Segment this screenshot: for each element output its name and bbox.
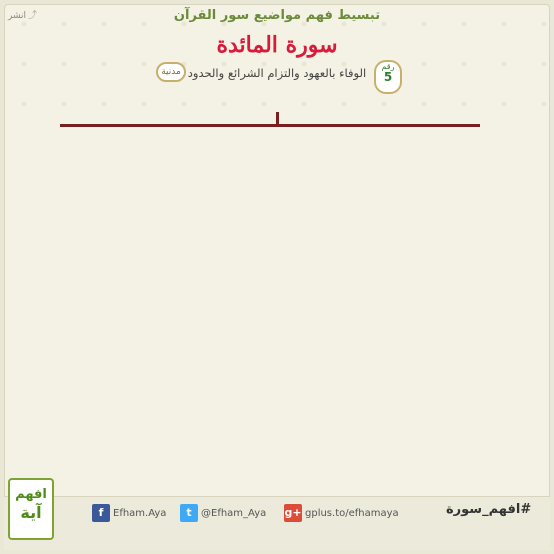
hashtag: #افهم_سورة bbox=[446, 502, 532, 517]
share-link[interactable]: ⤴انشر bbox=[8, 11, 38, 21]
brand-logo: افهم آية bbox=[8, 478, 54, 540]
surah-number-badge bbox=[374, 60, 402, 94]
gplus-link[interactable]: g+ gplus.to/efhamaya bbox=[284, 503, 399, 525]
facebook-icon: f bbox=[92, 504, 110, 522]
gplus-icon: g+ bbox=[284, 504, 302, 522]
twitter-link[interactable]: t @Efham_Aya bbox=[180, 503, 266, 525]
surah-number: 5 bbox=[383, 70, 393, 84]
page-subtitle: تبسيط فهم مواضيع سور القرآن bbox=[173, 8, 381, 23]
surah-type-badge: مدنية bbox=[156, 62, 186, 82]
surah-number-label: رقم bbox=[381, 62, 395, 71]
surah-theme: الوفاء بالعهود والتزام الشرائع والحدود bbox=[187, 66, 367, 80]
share-icon: ⤴ bbox=[28, 11, 38, 21]
surah-title: سورة المائدة bbox=[216, 32, 338, 58]
facebook-link[interactable]: f Efham.Aya bbox=[92, 503, 166, 525]
twitter-icon: t bbox=[180, 504, 198, 522]
connector-horizontal bbox=[60, 124, 480, 127]
